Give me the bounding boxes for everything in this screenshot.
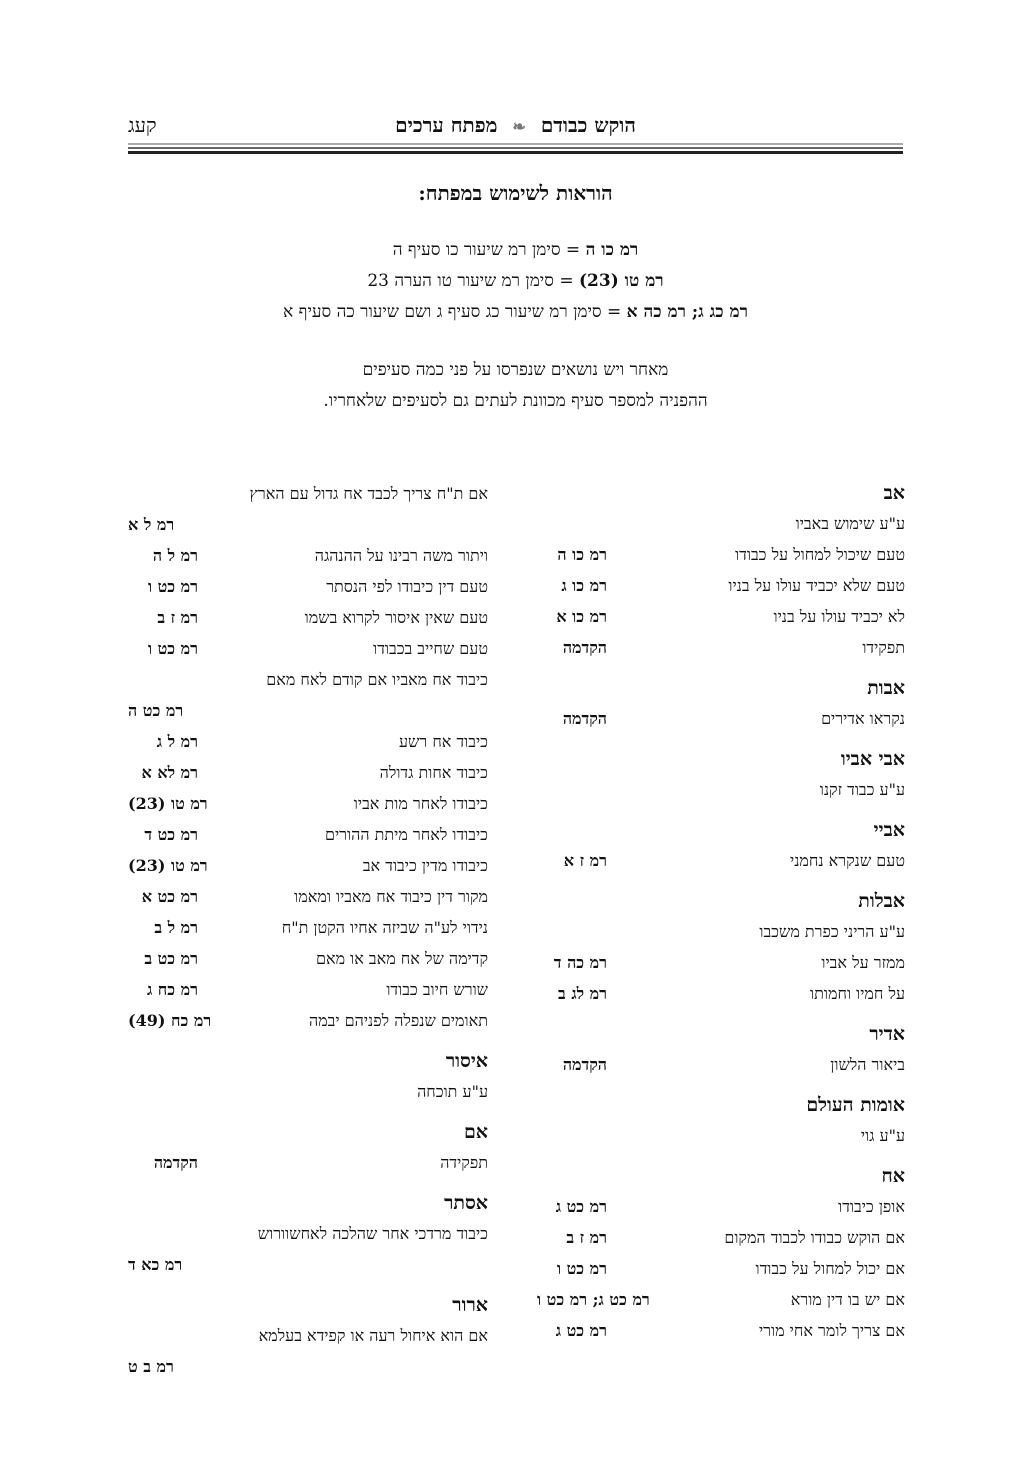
index-entry xyxy=(537,601,905,632)
index-entry-ref: רמ טו (23) xyxy=(128,856,208,875)
index-entry xyxy=(537,703,905,734)
index-entry-ref: הקדמה xyxy=(562,709,607,728)
index-entry-text: תפקידו xyxy=(862,638,905,657)
index-column-right xyxy=(537,478,905,1346)
index-entry xyxy=(537,1315,905,1346)
index-entry xyxy=(537,632,905,663)
legend-explanation: = סימן רמ שיעור כו סעיף ה xyxy=(392,240,586,260)
index-entry-ref: רמ כח ג xyxy=(146,980,198,999)
book-title: הוקש כבודם xyxy=(540,113,636,137)
index-entry-ref: רמ ז א xyxy=(563,851,607,870)
index-entry-ref: רמ כט א xyxy=(141,887,198,906)
index-entry-text: ע"ע תוכחה xyxy=(417,1082,488,1101)
index-entry xyxy=(537,1253,905,1284)
index-entry-ref: רמ ז ב xyxy=(566,1228,607,1247)
index-entry xyxy=(128,540,488,571)
note-line: מאחר ויש נושאים שנפרסו על פני כמה סעיפים xyxy=(362,360,669,380)
index-entry xyxy=(537,539,905,570)
index-entry-ref: רמ כט ג; רמ כט ו xyxy=(537,1290,650,1309)
index-entry xyxy=(128,881,488,912)
index-heading: אומות העולם xyxy=(806,1094,905,1116)
index-entry-text: ע"ע גוי xyxy=(860,1126,905,1145)
index-entry xyxy=(537,774,905,805)
index-entry-text: ביאור הלשון xyxy=(830,1055,905,1074)
index-entry-ref xyxy=(537,774,607,805)
index-entry xyxy=(128,819,488,850)
section-title: מפתח ערכים xyxy=(395,113,498,137)
index-entry-text: על חמיו וחמותו xyxy=(810,984,905,1003)
rule-line xyxy=(128,151,903,154)
index-heading: אדיר xyxy=(869,1023,905,1045)
index-entry xyxy=(537,508,905,539)
index-entry xyxy=(128,1147,488,1178)
index-entry-text: כיבודו לאחר מות אביו xyxy=(353,794,488,813)
index-entry-ref xyxy=(537,916,607,947)
index-entry-ref: רמ ל ב xyxy=(154,918,198,937)
index-entry-text: כיבוד מרדכי אחר שהלכה לאחשוורוש xyxy=(257,1224,488,1243)
index-entry-text: טעם דין כיבודו לפי הנסתר xyxy=(326,577,488,596)
index-entry-ref: רמ ז ב xyxy=(157,608,198,627)
index-heading: איסור xyxy=(445,1050,488,1072)
rule-line xyxy=(128,143,903,145)
index-heading: אח xyxy=(881,1165,905,1187)
index-heading: אבי אביו xyxy=(840,748,905,770)
index-entry-text: תאומים שנפלה לפניהם יבמה xyxy=(308,1011,488,1030)
legend-example: רמ כג ג; רמ כה א xyxy=(626,302,748,322)
note-line: ההפניה למספר סעיף מכוונת לעתים גם לסעיפים שלאחריו. xyxy=(323,391,708,411)
index-entry xyxy=(537,916,905,947)
fleuron-ornament-icon: ❧ xyxy=(512,117,526,136)
index-entry-ref xyxy=(128,1076,198,1107)
index-entry-text: טעם שלא יכביד עולו על בניו xyxy=(728,576,905,595)
index-entry-ref: רמ לא א xyxy=(141,763,198,782)
index-entry-ref: רמ כו א xyxy=(556,607,607,626)
index-entry xyxy=(128,571,488,602)
index-entry-ref: רמ לג ב xyxy=(558,984,607,1003)
index-entry xyxy=(537,1284,905,1315)
index-entry-text: קדימה של אח מאב או מאם xyxy=(315,949,488,968)
index-entry-ref xyxy=(537,508,607,539)
index-entry xyxy=(128,757,488,788)
index-entry xyxy=(128,850,488,881)
legend-line xyxy=(0,235,1031,266)
index-entry-text: כיבוד אח מאביו אם קודם לאח מאם xyxy=(266,670,488,689)
index-entry xyxy=(537,947,905,978)
index-entry-ref: רמ כו ג xyxy=(561,576,607,595)
index-entry-ref: רמ כו ה xyxy=(557,545,607,564)
index-entry-ref: רמ כא ד xyxy=(128,1255,183,1274)
index-entry xyxy=(128,602,488,633)
index-entry xyxy=(537,1191,905,1222)
index-entry xyxy=(128,1005,488,1036)
index-entry xyxy=(128,726,488,757)
index-entry-text: כיבוד אח רשע xyxy=(399,732,488,751)
rule-line xyxy=(128,147,903,149)
index-entry-ref: הקדמה xyxy=(153,1153,198,1172)
legend-explanation: = סימן רמ שיעור כג סעיף ג ושם שיעור כה סעיף א xyxy=(283,302,627,322)
index-entry-text: נקראו אדירים xyxy=(821,709,905,728)
index-entry-ref xyxy=(537,1120,607,1151)
index-entry-text: אם יכול למחול על כבודו xyxy=(755,1259,905,1278)
index-entry xyxy=(537,978,905,1009)
index-entry-text: שורש חיוב כבודו xyxy=(386,980,488,999)
index-entry xyxy=(128,943,488,974)
index-entry xyxy=(537,1222,905,1253)
index-entry-text: לא יכביד עולו על בניו xyxy=(773,607,905,626)
index-entry-text: ע"ע שימוש באביו xyxy=(795,514,905,533)
index-entry-text: אם צריך לומר אחי מורי xyxy=(758,1321,905,1340)
legend-line xyxy=(0,266,1031,297)
index-entry-ref: רמ ל א xyxy=(128,515,175,534)
index-entry-ref: רמ כט ו xyxy=(556,1259,607,1278)
index-entry xyxy=(537,845,905,876)
index-entry-text: טעם שנקרא נחמני xyxy=(790,851,905,870)
index-heading: אבות xyxy=(867,677,905,699)
index-entry-text: תפקידה xyxy=(440,1153,488,1172)
index-entry-text: אם הוא איחול רעה או קפידא בעלמא xyxy=(258,1326,488,1345)
index-heading: אב xyxy=(883,482,905,504)
index-entry xyxy=(537,570,905,601)
index-entry-ref: רמ כח (49) xyxy=(128,1011,212,1030)
instructions-title: הוראות לשימוש במפתח: xyxy=(418,181,613,205)
running-title xyxy=(128,110,903,142)
header-rule xyxy=(128,143,903,154)
index-entry-text: נידוי לע"ה שביזה אחיו הקטן ת"ח xyxy=(281,918,488,937)
index-entry-ref: רמ ל ג xyxy=(156,732,198,751)
index-entry-ref: רמ טו (23) xyxy=(128,794,208,813)
index-entry-text: ממזר על אביו xyxy=(821,953,905,972)
index-entry-ref: הקדמה xyxy=(562,638,607,657)
legend-explanation: = סימן רמ שיעור טו הערה 23 xyxy=(367,271,579,291)
index-entry-text: ע"ע הריני כפרת משכבו xyxy=(759,922,905,941)
index-entry xyxy=(537,1049,905,1080)
index-entry-ref: הקדמה xyxy=(562,1055,607,1074)
index-heading: אם xyxy=(463,1121,488,1143)
index-entry-text: אם הוקש כבודו לכבוד המקום xyxy=(724,1228,905,1247)
index-entry-ref: רמ כט ו xyxy=(147,577,198,596)
index-entry-text: טעם שיכול למחול על כבודו xyxy=(735,545,905,564)
index-entry-text: כיבודו מדין כיבוד אב xyxy=(362,856,488,875)
index-entry-text: ע"ע כבוד זקנו xyxy=(819,780,905,799)
index-entry-text: טעם שאין איסור לקרוא בשמו xyxy=(304,608,488,627)
index-entry-ref: רמ כט ו xyxy=(147,639,198,658)
index-heading: אביי xyxy=(873,819,905,841)
index-entry-ref: רמ ל ה xyxy=(152,546,198,565)
index-entry-ref: רמ ב ט xyxy=(128,1357,174,1376)
index-entry-text: מקור דין כיבוד אח מאביו ומאמו xyxy=(294,887,488,906)
index-column-left xyxy=(128,478,488,1382)
index-heading: אסתר xyxy=(444,1192,488,1214)
legend-line xyxy=(0,297,1031,328)
index-entry-ref: רמ כט ה xyxy=(128,701,184,720)
index-entry xyxy=(128,788,488,819)
running-header xyxy=(128,110,903,140)
index-entry xyxy=(128,912,488,943)
index-entry xyxy=(537,1120,905,1151)
index-entry-text: אם ת"ח צריך לכבד אח גדול עם הארץ xyxy=(249,484,488,503)
instructions-legend xyxy=(0,235,1031,328)
index-entry-text: טעם שחייב בכבודו xyxy=(373,639,488,658)
usage-note xyxy=(0,355,1031,417)
index-entry xyxy=(128,1076,488,1107)
index-heading: ארור xyxy=(452,1294,488,1316)
index-entry-ref: רמ כט ג xyxy=(555,1197,607,1216)
index-entry-text: כיבודו לאחר מיתת ההורים xyxy=(324,825,488,844)
legend-example: רמ כו ה xyxy=(585,240,639,260)
legend-example: רמ טו (23) xyxy=(578,271,664,291)
index-entry-text: אם יש בו דין מורא xyxy=(790,1290,905,1309)
index-entry-ref: רמ כה ד xyxy=(553,953,607,972)
index-entry-ref: רמ כט ג xyxy=(555,1321,607,1340)
index-entry-text: ויתור משה רבינו על ההנהגה xyxy=(314,546,488,565)
index-entry-text: כיבוד אחות גדולה xyxy=(379,763,488,782)
index-heading: אבלות xyxy=(858,890,905,912)
page-number: קעג xyxy=(128,113,157,137)
index-entry-ref: רמ כט ב xyxy=(144,949,198,968)
index-entry xyxy=(128,633,488,664)
index-entry-ref: רמ כט ד xyxy=(144,825,198,844)
index-entry-text: אופן כיבודו xyxy=(838,1197,905,1216)
index-entry xyxy=(128,974,488,1005)
